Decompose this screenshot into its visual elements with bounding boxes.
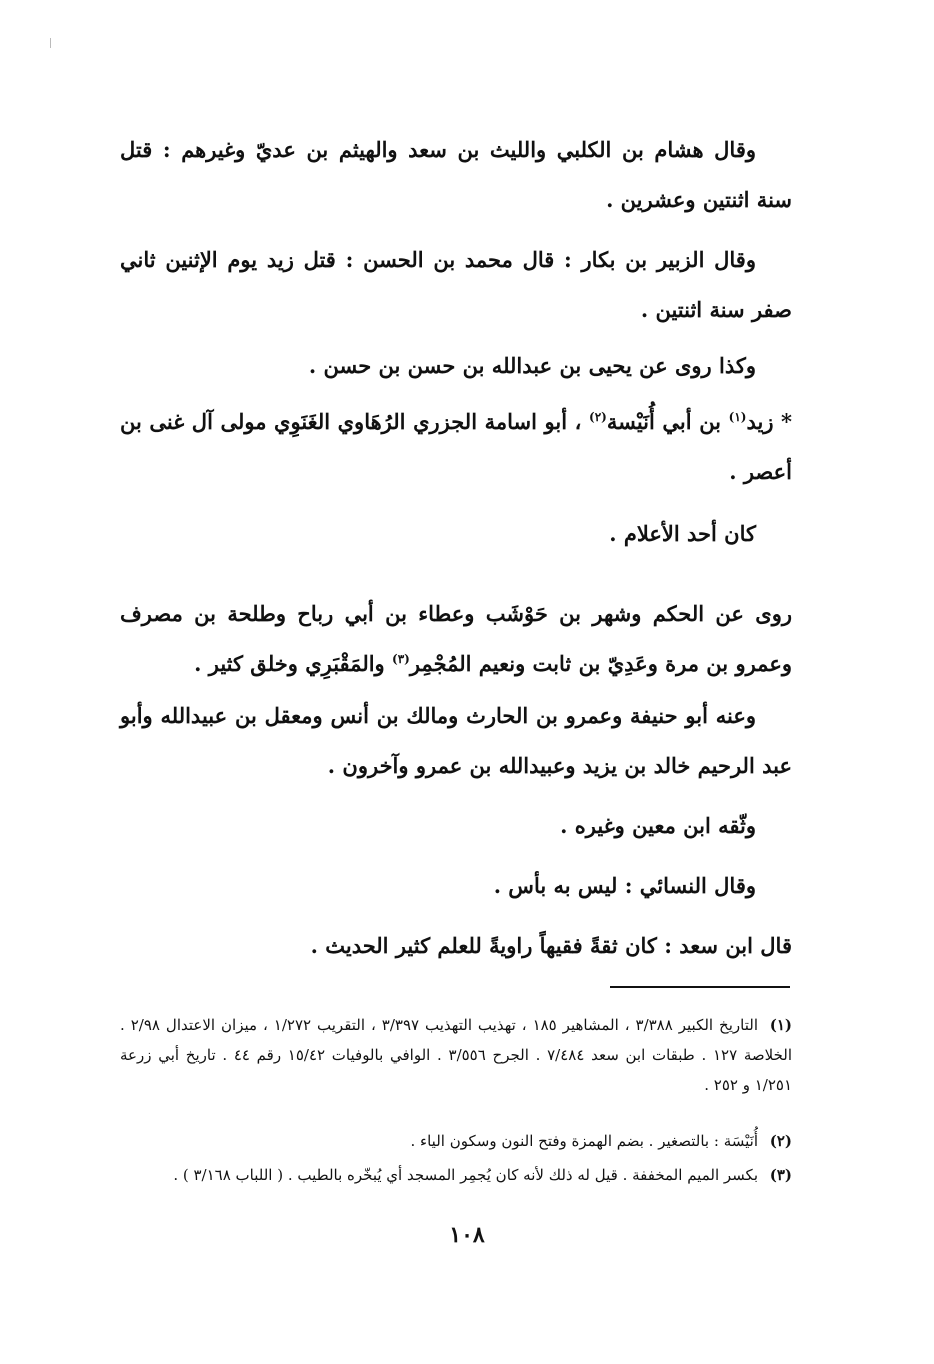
- paragraph-narrated-from: [120, 589, 792, 689]
- footnote-2: [120, 1126, 792, 1156]
- footnote-3: [120, 1160, 792, 1190]
- paragraph-narrators-from-him: وعنه أبو حنيفة وعمرو بن الحارث ومالك بن أنس ومعقل بن عبيدالله وأبو عبد الرحيم خالد بن يزيد وعبيدالله بن عمرو وآخرون .: [120, 703, 792, 778]
- paragraph-nasai: وقال النسائي : ليس به بأس .: [493, 873, 756, 898]
- entry-description: ، أبو اسامة الجزري الرُهَاوي الغَنَوِي مولى آل غنى بن أعصر .: [120, 409, 792, 484]
- footnote-divider: [610, 986, 790, 988]
- footnote-text: التاريخ الكبير ٣/٣٨٨ ، المشاهير ١٨٥ ، تهذيب التهذيب ٣/٣٩٧ ، التقريب ١/٢٧٢ ، ميزان الاعتدال ٢/٩٨ . الخلاصة ١٢٧ . طبقات ابن سعد ٧/٤٨٤ . الجرح ٣/٥٥٦ . الوافي بالوفيات ١٥/٤٢ رقم ٤٤ . تاريخ أبي زرعة ١/٢٥١ و ٢٥٢ .: [120, 1016, 792, 1094]
- paragraph-one-of-notables: كان أحد الأعلام .: [609, 521, 756, 546]
- paragraph-ibn-main: وثّقه ابن معين وغيره .: [560, 813, 756, 838]
- footnote-text: بكسر الميم المخففة . قيل له ذلك لأنه كان يُجمِر المسجد أي يُبخّره بالطيب . ( اللباب ٣/١٦٨ ) .: [173, 1166, 758, 1184]
- footnote-1: [120, 1010, 792, 1100]
- entry-marker: * زيد: [746, 409, 793, 434]
- footnote-ref-3: (٣): [392, 652, 410, 666]
- page-number: ١٠٨: [449, 1222, 485, 1248]
- entry-heading-zaid: [120, 397, 792, 497]
- paragraph-zubair-date: وقال الزبير بن بكار : قال محمد بن الحسن : قتل زيد يوم الإثنين ثاني صفر سنة اثنتين .: [120, 247, 792, 322]
- footnote-number: (١): [769, 1016, 792, 1034]
- footnote-ref-1: (١): [728, 410, 747, 424]
- footnote-number: (٢): [769, 1132, 792, 1150]
- paragraph-ibn-saad: قال ابن سعد : كان ثقةً فقيهاً راويةً للعلم كثير الحديث .: [310, 933, 792, 958]
- scan-margin-mark: [50, 38, 51, 48]
- entry-name: بن أبي أُنَيْسة: [606, 409, 722, 434]
- footnote-ref-2: (٢): [589, 410, 607, 424]
- footnote-number: (٣): [769, 1166, 792, 1184]
- narrated-from-text: روى عن الحكم وشهر بن حَوْشَب وعطاء بن أبي رباح وطلحة بن مصرف وعمرو بن مرة وعَدِيّ بن ثابت ونعيم المُجْمِر: [120, 601, 792, 676]
- footnote-text: أُنَيْسَة : بالتصغير . بضم الهمزة وفتح النون وسكون الياء .: [410, 1132, 758, 1150]
- paragraph-yahya-narration: وكذا روى عن يحيى بن عبدالله بن حسن بن حسن .: [308, 353, 756, 378]
- paragraph-hisham-date: وقال هشام بن الكلبي والليث بن سعد والهيثم بن عديّ وغيرهم : قتل سنة اثنتين وعشرين .: [120, 137, 792, 212]
- narrated-from-text-end: والمَقْبَرِي وخلق كثير .: [194, 651, 385, 676]
